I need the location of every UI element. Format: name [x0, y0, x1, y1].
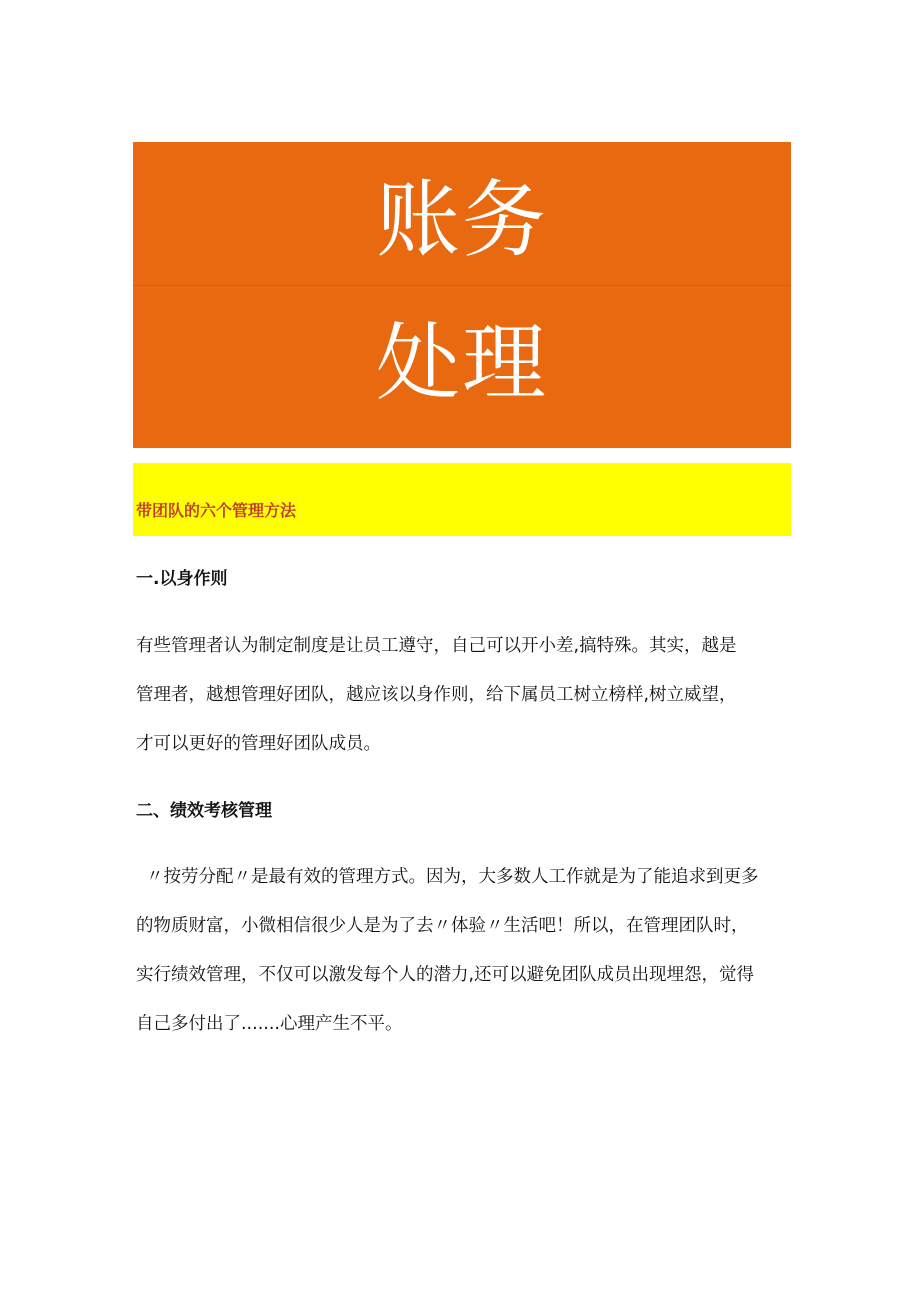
paragraph-line: 自己多付出了.......心理产生不平。: [136, 1014, 403, 1034]
section-heading-1: 一.以身作则: [136, 569, 228, 589]
section-heading-2: 二、绩效考核管理: [136, 801, 272, 821]
section-banner: [133, 463, 791, 536]
paragraph-line: 才可以更好的管理好团队成员。: [136, 734, 381, 754]
cover-divider: [133, 285, 791, 286]
cover-banner: [133, 142, 791, 448]
paragraph-line: 的物质财富，小微相信很少人是为了去〃体验〃生活吧！所以，在管理团队时，: [136, 916, 749, 936]
banner-title: 带团队的六个管理方法: [136, 501, 297, 520]
paragraph-line: 实行绩效管理，不仅可以激发每个人的潜力,还可以避免团队成员出现埋怨，觉得: [136, 965, 755, 985]
paragraph-line: 有些管理者认为制定制度是让员工遵守，自己可以开小差,搞特殊。其实，越是: [136, 636, 737, 656]
cover-title-line-1: 账务: [375, 171, 548, 269]
cover-title-line-2: 处理: [375, 314, 548, 412]
paragraph-line: 〃按劳分配〃是最有效的管理方式。因为，大多数人工作就是为了能追求到更多: [146, 867, 759, 887]
paragraph-line: 管理者，越想管理好团队，越应该以身作则，给下属员工树立榜样,树立威望，: [136, 685, 737, 705]
